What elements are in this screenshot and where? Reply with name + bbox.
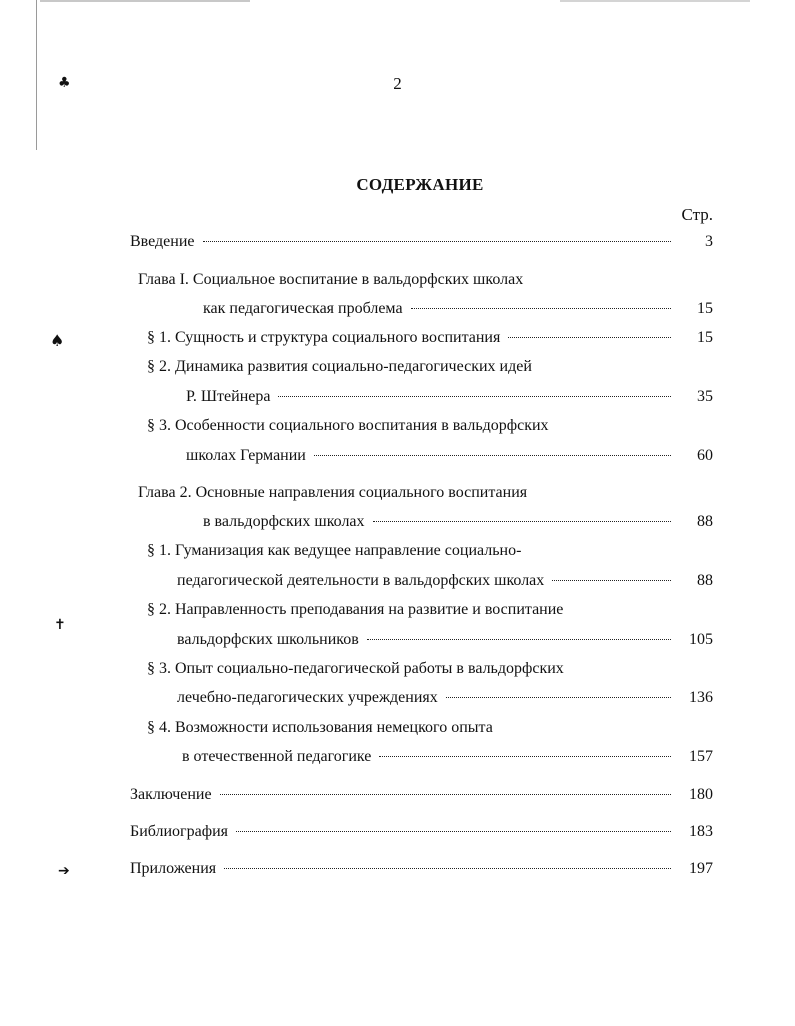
page-number: 2 xyxy=(393,74,402,93)
dot-leader xyxy=(379,756,671,757)
toc-entry-text: в отечественной педагогике xyxy=(182,748,372,765)
dot-leader xyxy=(373,521,671,522)
toc-entry-text: в вальдорфских школах xyxy=(203,513,365,530)
dot-leader xyxy=(552,580,671,581)
toc-section-heading xyxy=(147,541,521,561)
page-column-header: Стр. xyxy=(681,205,713,224)
margin-mark-icon: ➔ xyxy=(58,863,70,879)
scan-edge-top xyxy=(40,0,250,2)
toc-entry-appendices xyxy=(130,859,713,879)
toc-section-heading xyxy=(147,600,563,620)
toc-entry-intro xyxy=(130,232,713,252)
toc-entry-text: вальдорфских школьников xyxy=(177,631,359,648)
dot-leader xyxy=(278,396,671,397)
scan-edge-top-right xyxy=(560,0,750,2)
toc-chapter-heading xyxy=(138,270,523,290)
dot-leader xyxy=(220,794,671,795)
toc-page-number: 197 xyxy=(689,860,713,877)
toc-section-heading xyxy=(147,416,549,436)
toc-page-number: 157 xyxy=(689,748,713,765)
margin-mark-icon: ♠ xyxy=(50,331,65,350)
toc-section-heading xyxy=(147,659,564,679)
toc-entry-section xyxy=(182,747,713,767)
margin-mark-icon: ♣ xyxy=(58,75,71,91)
toc-page-number: 60 xyxy=(697,447,713,464)
toc-entry-section xyxy=(186,446,713,466)
toc-entry-text: Библиография xyxy=(130,823,228,840)
toc-page-number: 105 xyxy=(689,631,713,648)
dot-leader xyxy=(203,241,672,242)
dot-leader xyxy=(224,868,671,869)
toc-chapter-heading xyxy=(138,483,527,503)
dot-leader xyxy=(367,639,671,640)
toc-entry-text: педагогической деятельности в вальдорфских школах xyxy=(177,572,545,589)
toc-entry-section xyxy=(177,630,713,650)
dot-leader xyxy=(314,455,671,456)
toc-entry-text: § 1. Сущность и структура социального воспитания xyxy=(147,329,501,346)
toc-entry-section xyxy=(186,387,713,407)
toc-entry-bibliography xyxy=(130,822,713,842)
toc-section-heading xyxy=(147,357,532,377)
toc-page-number: 88 xyxy=(697,513,713,530)
toc-page-number: 88 xyxy=(697,572,713,589)
toc-page-number: 35 xyxy=(697,388,713,405)
toc-section-heading xyxy=(147,718,493,738)
toc-entry-text: Глава 2. Основные направления социального воспитания xyxy=(138,484,528,501)
toc-entry-text: § 4. Возможности использования немецкого опыта xyxy=(147,719,493,736)
toc-page-number: 183 xyxy=(689,823,713,840)
toc-entry-section xyxy=(177,688,713,708)
toc-entry-text: § 1. Гуманизация как ведущее направление социально- xyxy=(147,542,522,559)
toc-page-number: 15 xyxy=(697,300,713,317)
toc-entry-section xyxy=(147,328,713,348)
toc-entry-text: Р. Штейнера xyxy=(186,388,271,405)
toc-entry-text: Глава I. Социальное воспитание в вальдорфских школах xyxy=(138,271,524,288)
toc-entry-text: как педагогическая проблема xyxy=(203,300,403,317)
page-title: СОДЕРЖАНИЕ xyxy=(356,175,484,194)
toc-entry-text: Введение xyxy=(130,233,195,250)
toc-entry-text: § 3. Особенности социального воспитания в вальдорфских xyxy=(147,417,549,434)
dot-leader xyxy=(236,831,671,832)
toc-entry-text: лечебно-педагогических учреждениях xyxy=(177,689,438,706)
toc-entry-text: Заключение xyxy=(130,786,212,803)
dot-leader xyxy=(411,308,671,309)
toc-entry-conclusion xyxy=(130,785,713,805)
toc-entry-text: § 2. Динамика развития социально-педагогических идей xyxy=(147,358,532,375)
toc-page-number: 180 xyxy=(689,786,713,803)
dot-leader xyxy=(446,697,671,698)
toc-page-number: 3 xyxy=(705,233,713,250)
dot-leader xyxy=(508,337,671,338)
toc-entry-text: школах Германии xyxy=(186,447,306,464)
toc-page-number: 15 xyxy=(697,329,713,346)
toc-entry-chapter1 xyxy=(203,299,713,319)
toc-page-number: 136 xyxy=(689,689,713,706)
toc-entry-text: Приложения xyxy=(130,860,217,877)
toc-entry-text: § 3. Опыт социально-педагогической работы в вальдорфских xyxy=(147,660,564,677)
toc-entry-text: § 2. Направленность преподавания на развитие и воспитание xyxy=(147,601,564,618)
toc-entry-chapter2 xyxy=(203,512,713,532)
margin-mark-icon: ✝ xyxy=(54,617,66,633)
toc-entry-section xyxy=(177,571,713,591)
